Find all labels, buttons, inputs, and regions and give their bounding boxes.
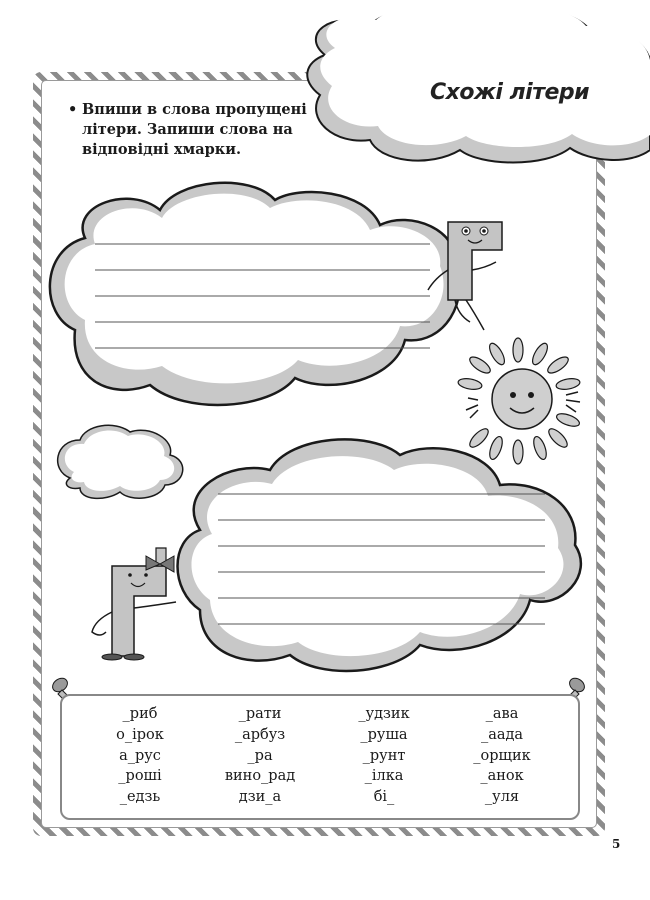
small-cloud-icon — [58, 425, 183, 498]
page-title: Схожі літери — [430, 80, 590, 105]
word-item: _аада — [480, 726, 524, 743]
word-item: _ра — [247, 747, 273, 764]
answer-cloud-2 — [178, 439, 581, 671]
word-item: _руша — [360, 726, 408, 743]
word-item: _рати — [238, 706, 282, 722]
word-column-1 — [80, 704, 200, 808]
word-item: _уля — [484, 789, 520, 806]
word-item: _орщик — [473, 747, 531, 764]
word-item: _роші — [118, 768, 162, 785]
word-item: _едзь — [119, 789, 161, 806]
word-item: _ава — [485, 706, 519, 722]
task-instruction — [68, 100, 318, 160]
bullet-marker: • — [68, 101, 78, 118]
word-item: _рунт — [362, 747, 406, 764]
word-item: _удзик — [358, 706, 410, 722]
word-item: а_рус — [119, 747, 161, 764]
word-item: вино_рад — [224, 768, 296, 785]
word-column-4 — [442, 704, 562, 808]
sun-icon — [457, 338, 581, 464]
word-column-2 — [200, 704, 320, 808]
word-item: _арбуз — [234, 726, 286, 743]
word-item: о_ірок — [116, 726, 164, 743]
word-item: дзи_а — [238, 789, 282, 806]
word-item: бі_ — [373, 789, 395, 806]
word-item: _анок — [480, 768, 524, 785]
letter-ghe-character-icon — [92, 548, 176, 660]
word-item: _риб — [122, 706, 158, 722]
instruction-text: Впиши в слова пропущені літери. Запиши слова на відповідні хмарки. — [82, 101, 307, 158]
word-item: _ілка — [364, 768, 404, 785]
word-list-box — [60, 694, 580, 820]
page-number: 5 — [612, 837, 621, 851]
word-column-3 — [324, 704, 444, 808]
answer-cloud-1 — [50, 183, 460, 405]
